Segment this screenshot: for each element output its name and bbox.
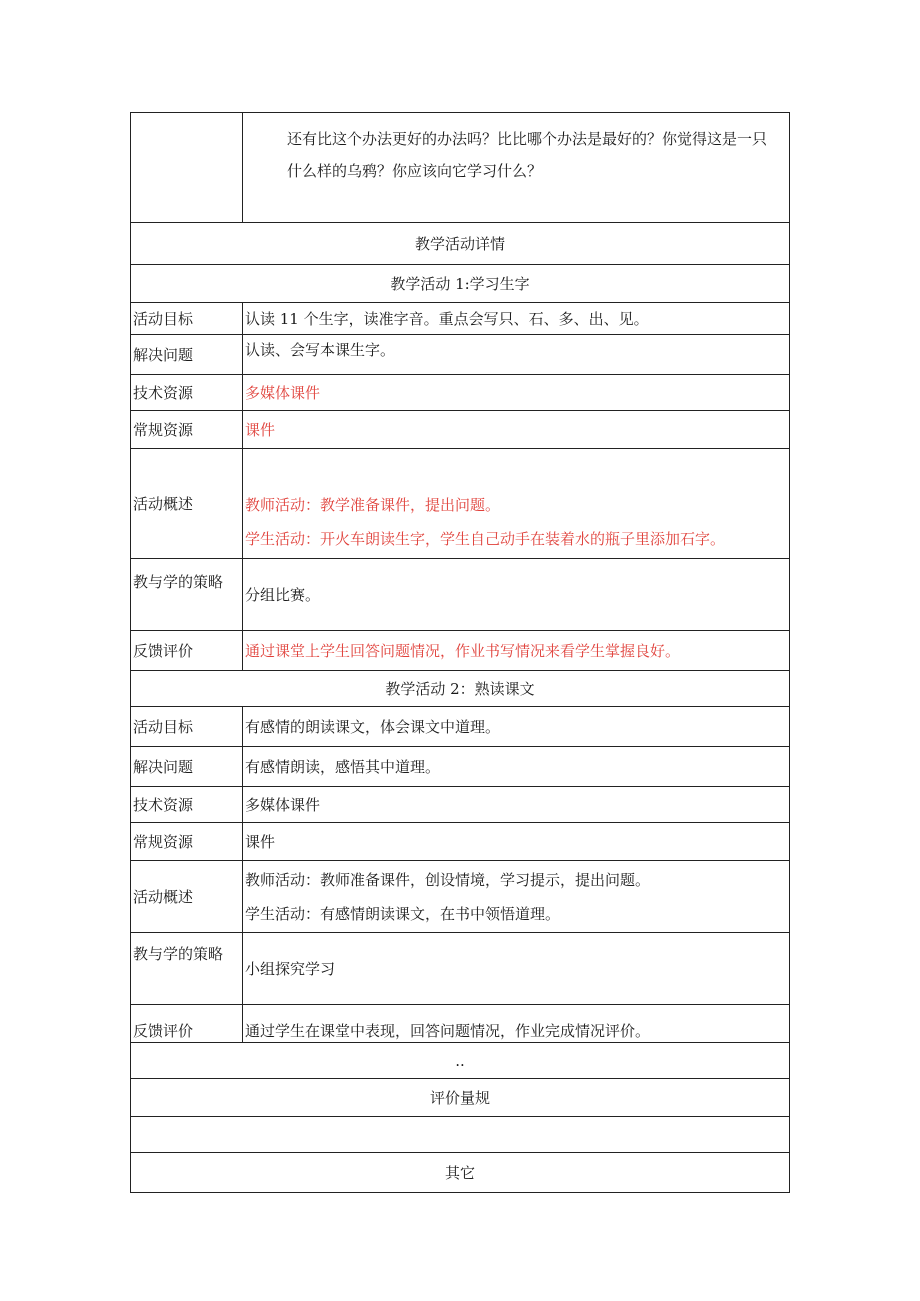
activity1-goal: 认读 11 个生字，读准字音。重点会写只、石、多、出、见。 xyxy=(243,303,790,335)
activity1-strategy-label: 教与学的策略 xyxy=(131,559,243,631)
activity2-goal: 有感情的朗读课文，体会课文中道理。 xyxy=(243,707,790,747)
activity2-title: 教学活动 2：熟读课文 xyxy=(131,671,790,707)
lesson-plan-table xyxy=(130,112,790,1193)
activity1-overview-label: 活动概述 xyxy=(131,449,243,559)
activity1-tech-label: 技术资源 xyxy=(131,375,243,411)
intro-label-cell xyxy=(131,113,243,223)
section-title: 教学活动详情 xyxy=(131,223,790,265)
other-title: 其它 xyxy=(131,1153,790,1193)
activity1-feedback: 通过课堂上学生回答问题情况，作业书写情况来看学生掌握良好。 xyxy=(243,631,790,671)
activity2-overview-teacher: 教师活动：教师准备课件，创设情境，学习提示，提出问题。 xyxy=(245,870,651,889)
activity2-strategy: 小组探究学习 xyxy=(243,933,790,1005)
activity2-overview-student: 学生活动：有感情朗读课文，在书中领悟道理。 xyxy=(245,904,561,923)
rubric-title: 评价量规 xyxy=(131,1079,790,1117)
activity2-conv-label: 常规资源 xyxy=(131,823,243,861)
activity1-tech: 多媒体课件 xyxy=(243,375,790,411)
activity2-goal-label: 活动目标 xyxy=(131,707,243,747)
activity1-conv: 课件 xyxy=(243,411,790,449)
activity2-overview-label: 活动概述 xyxy=(131,861,243,933)
activity1-title: 教学活动 1:学习生字 xyxy=(131,265,790,303)
activity1-strategy: 分组比赛。 xyxy=(243,559,790,631)
intro-questions: 还有比这个办法更好的办法吗？比比哪个办法是最好的？你觉得这是一只什么样的乌鸦？你应该向它学习什么？ xyxy=(287,130,768,180)
activity1-problem: 认读、会写本课生字。 xyxy=(243,335,790,375)
activity2-conv: 课件 xyxy=(243,823,790,861)
ellipsis-row: .. xyxy=(131,1043,790,1079)
activity2-overview xyxy=(243,861,790,933)
activity1-overview xyxy=(243,449,790,559)
activity1-overview-teacher: 教师活动：教学准备课件，提出问题。 xyxy=(245,496,501,514)
activity2-problem-label: 解决问题 xyxy=(131,747,243,787)
activity1-conv-label: 常规资源 xyxy=(131,411,243,449)
activity2-tech: 多媒体课件 xyxy=(243,787,790,823)
activity2-feedback-label: 反馈评价 xyxy=(131,1005,243,1043)
lesson-plan-page xyxy=(130,112,790,1193)
intro-questions-cell xyxy=(243,113,790,223)
activity2-feedback: 通过学生在课堂中表现，回答问题情况，作业完成情况评价。 xyxy=(243,1005,790,1043)
activity1-feedback-label: 反馈评价 xyxy=(131,631,243,671)
activity2-problem: 有感情朗读，感悟其中道理。 xyxy=(243,747,790,787)
rubric-content xyxy=(131,1117,790,1153)
activity1-problem-label: 解决问题 xyxy=(131,335,243,375)
activity1-goal-label: 活动目标 xyxy=(131,303,243,335)
activity2-tech-label: 技术资源 xyxy=(131,787,243,823)
activity1-overview-student: 学生活动：开火车朗读生字，学生自己动手在装着水的瓶子里添加石字。 xyxy=(245,530,726,548)
activity2-strategy-label: 教与学的策略 xyxy=(131,933,243,1005)
